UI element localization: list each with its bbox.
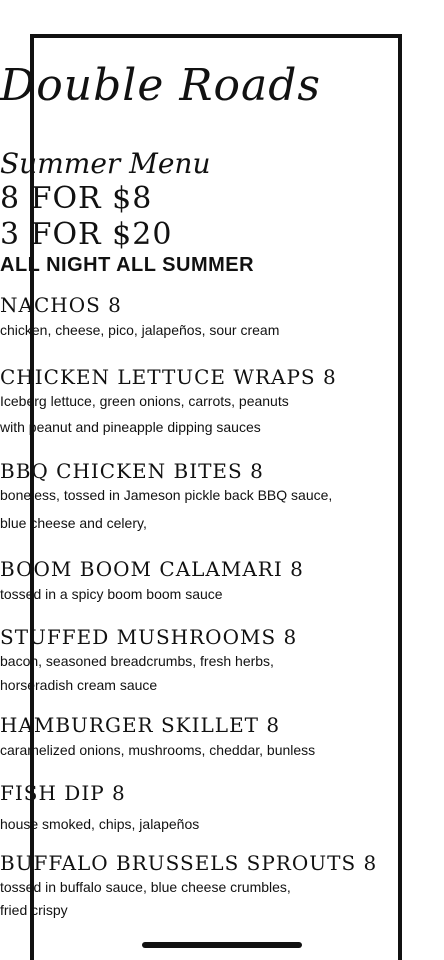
menu-item-name: CHICKEN LETTUCE WRAPS 8 <box>0 365 337 389</box>
menu-item-lettuce-wraps <box>0 364 444 442</box>
menu-item-calamari <box>0 556 444 606</box>
restaurant-title: Double Roads <box>0 60 321 111</box>
menu-item-desc: caramelized onions, mushrooms, cheddar, bunless <box>0 742 316 758</box>
promo-8-for-8: 8 FOR $8 <box>0 181 153 216</box>
menu-item-desc: chicken, cheese, pico, jalapeños, sour cream <box>0 322 280 338</box>
menu-item-nachos <box>0 292 444 342</box>
menu-item-name: BOOM BOOM CALAMARI 8 <box>0 557 304 581</box>
menu-item-desc: tossed in buffalo sauce, blue cheese crumbles, <box>0 879 291 895</box>
menu-item-desc: with peanut and pineapple dipping sauces <box>0 419 261 435</box>
promo-3-for-20: 3 FOR $20 <box>0 217 173 252</box>
menu-item-buffalo-brussels <box>0 850 444 922</box>
menu-item-desc: house smoked, chips, jalapeños <box>0 816 200 832</box>
promo-all-night: ALL NIGHT ALL SUMMER <box>0 254 255 276</box>
menu-item-bbq-bites <box>0 458 444 540</box>
menu-item-name: NACHOS 8 <box>0 293 122 317</box>
menu-item-fish-dip <box>0 780 444 842</box>
menu-item-desc: Iceberg lettuce, green onions, carrots, peanuts <box>0 393 289 409</box>
menu-item-desc: horseradish cream sauce <box>0 677 158 693</box>
menu-item-desc: bacon, seasoned breadcrumbs, fresh herbs, <box>0 653 274 669</box>
home-indicator[interactable] <box>142 942 302 948</box>
menu-item-name: HAMBURGER SKILLET 8 <box>0 713 281 737</box>
menu-item-desc: fried crispy <box>0 902 68 918</box>
menu-item-desc: blue cheese and celery, <box>0 515 147 531</box>
menu-subtitle: Summer Menu <box>0 147 211 180</box>
menu-item-hamburger-skillet <box>0 712 444 762</box>
menu-item-name: BUFFALO BRUSSELS SPROUTS 8 <box>0 851 378 875</box>
menu-item-name: STUFFED MUSHROOMS 8 <box>0 625 298 649</box>
menu-item-stuffed-mushrooms <box>0 624 444 698</box>
menu-item-name: BBQ CHICKEN BITES 8 <box>0 459 264 483</box>
menu-item-name: FISH DIP 8 <box>0 781 126 805</box>
menu-item-desc: tossed in a spicy boom boom sauce <box>0 586 223 602</box>
menu-item-desc: boneless, tossed in Jameson pickle back BBQ sauce, <box>0 487 333 503</box>
